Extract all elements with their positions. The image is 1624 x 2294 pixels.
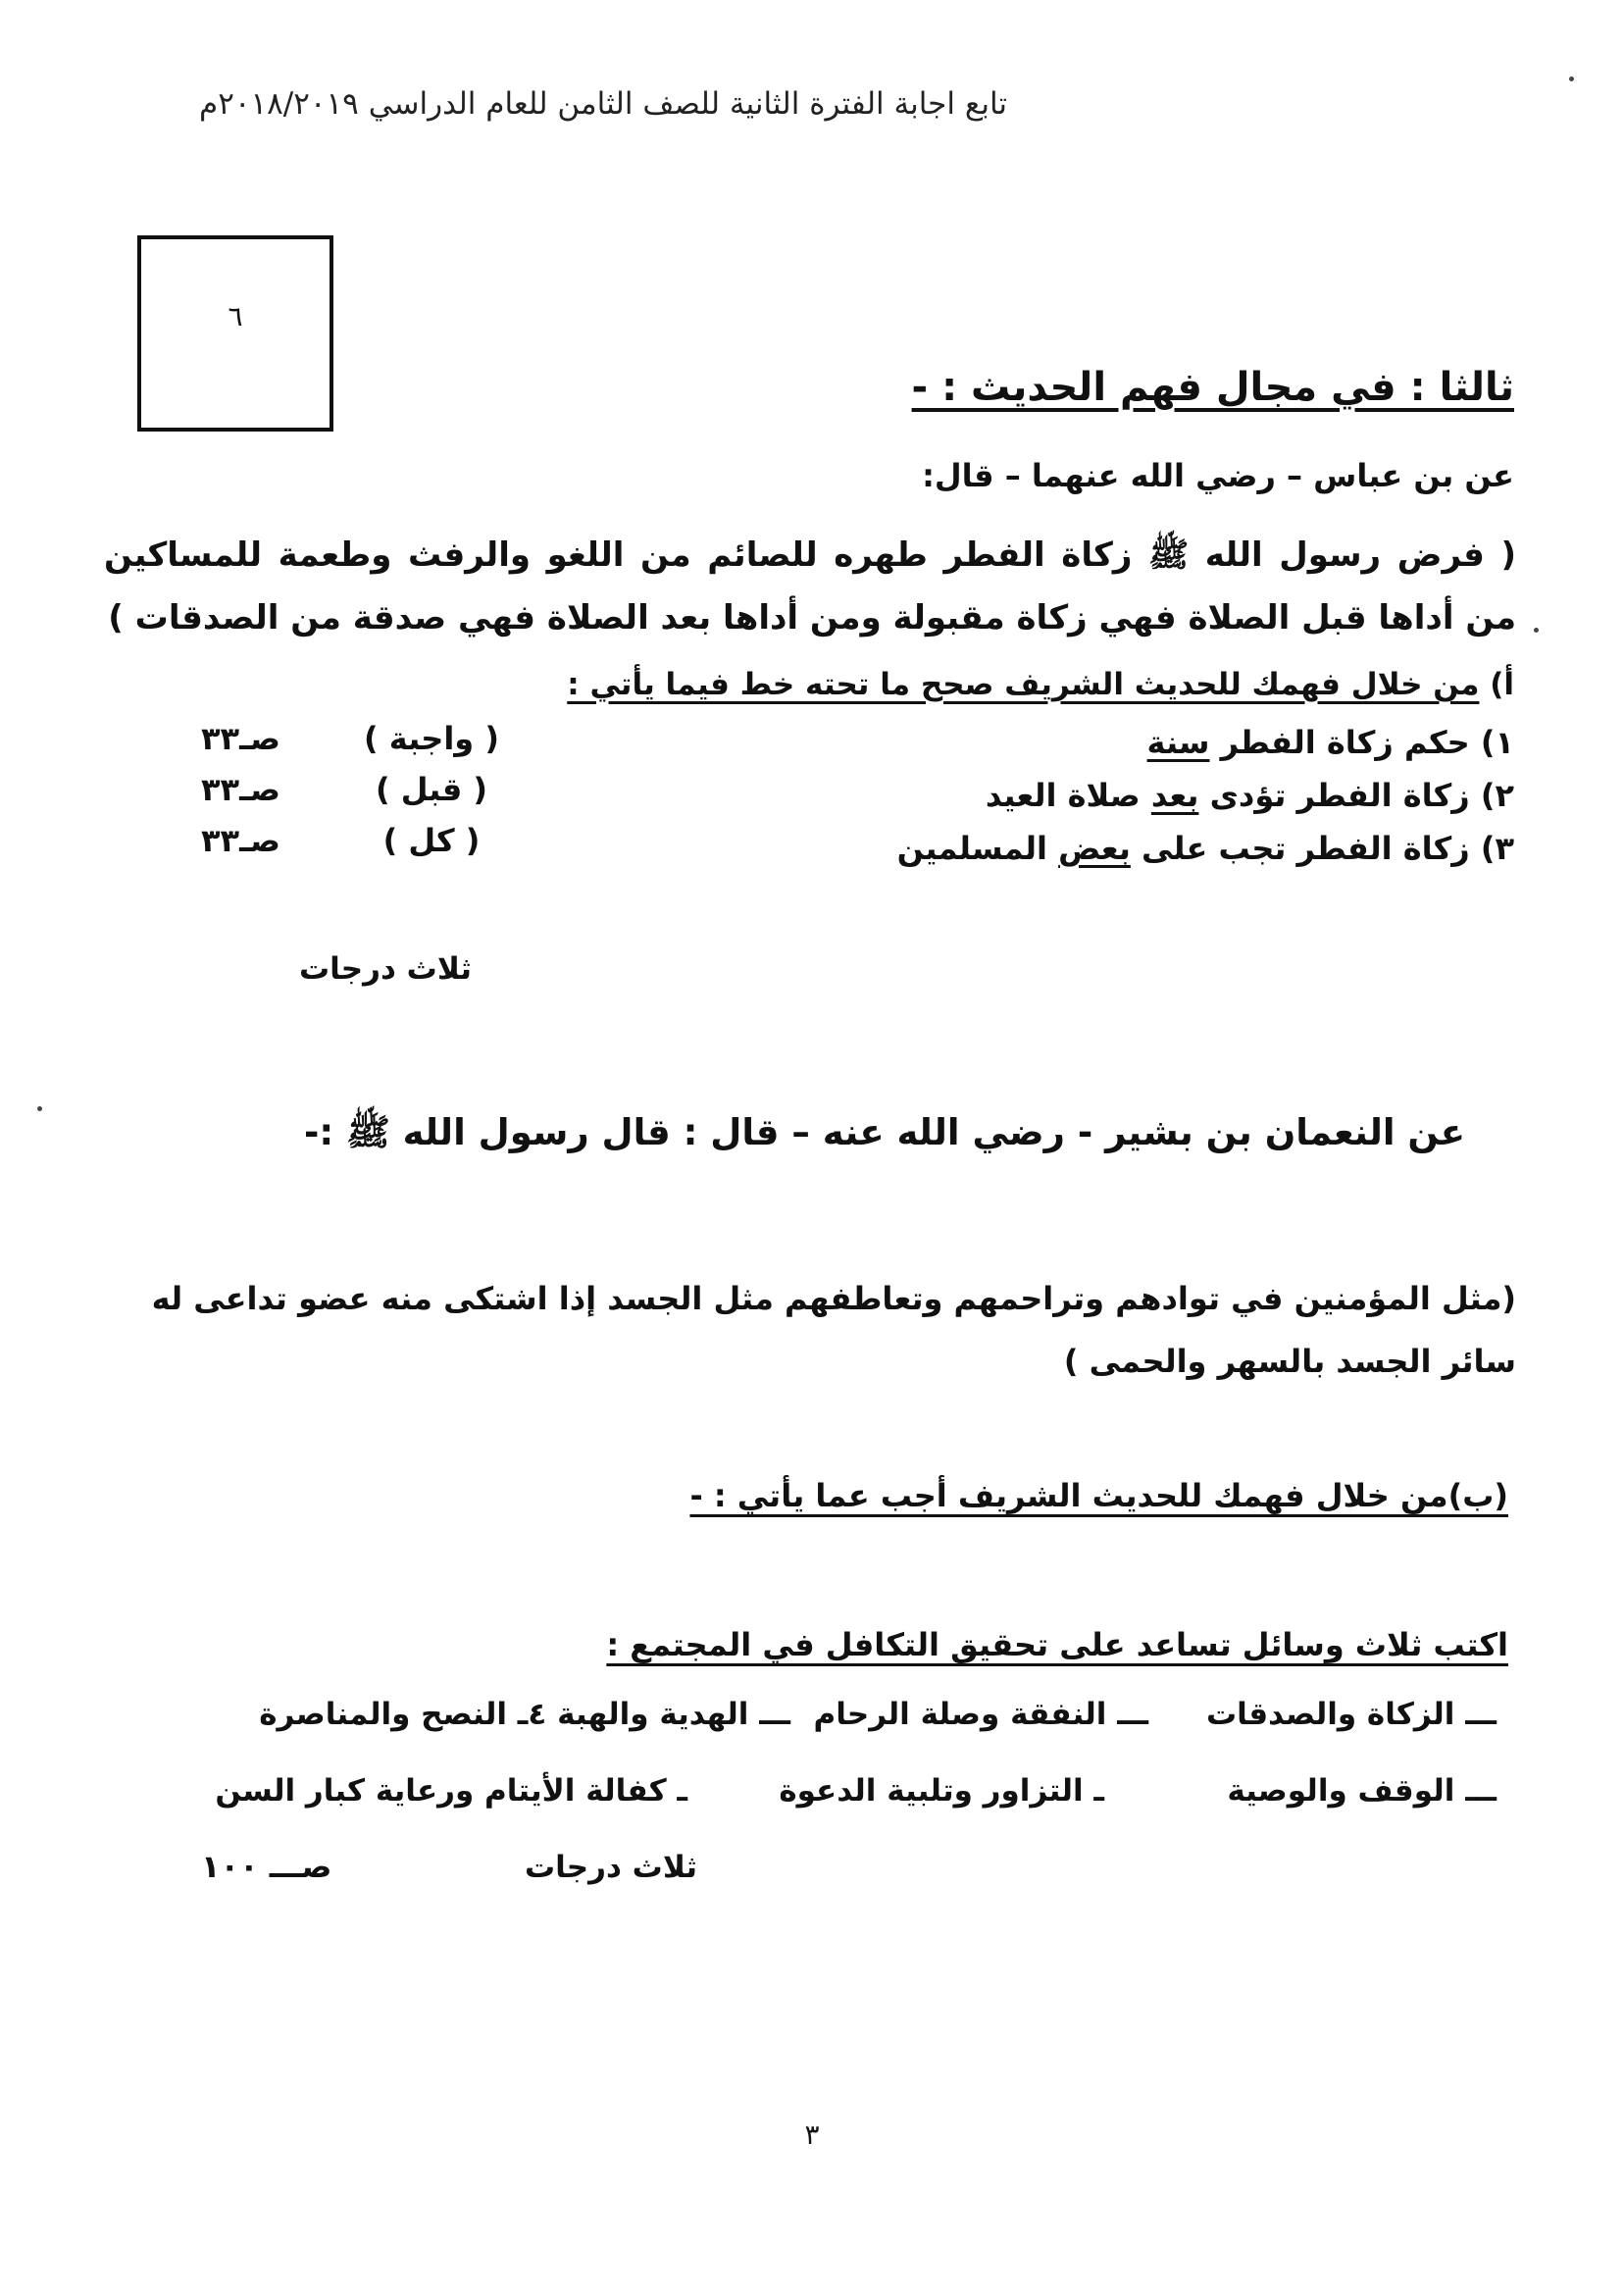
scan-speck: [37, 1106, 42, 1111]
answer-3: ( كل ): [382, 822, 481, 859]
item-underlined-word: بعد: [1150, 777, 1199, 814]
answer-2: ( قبل ): [375, 771, 488, 808]
correction-item-2: [986, 777, 1514, 814]
item-underlined-word: سنة: [1146, 724, 1210, 761]
item-number: ١): [1480, 724, 1514, 761]
answer-1: ( واجبة ): [364, 720, 499, 757]
hadith2-narrator: عن النعمان بن بشير - رضي الله عنه – قال : قال رسول الله ﷺ :-: [304, 1111, 1465, 1153]
score-value: ٦: [228, 300, 243, 332]
item-text-before: حكم زكاة الفطر: [1209, 724, 1470, 761]
hadith1-narrator: عن بن عباس – رضي الله عنهما – قال:: [922, 457, 1514, 494]
means-2-3: ـ كفالة الأيتام ورعاية كبار السن: [215, 1773, 687, 1809]
hadith2-text: (مثل المؤمنين في توادهم وتراحمهم وتعاطفهم مثل الجسد إذا اشتكى منه عضو تداعى له سائر الجسد بالسهر والحمى ): [151, 1280, 1516, 1380]
page-header: تابع اجابة الفترة الثانية للصف الثامن للعام الدراسي ٢٠١٨/٢٠١٩م: [198, 86, 1008, 122]
hadith1-text: ( فرض رسول الله ﷺ زكاة الفطر طهره للصائم من اللغو والرفث وطعمة للمساكين من أداها قبل الصلاة فهي زكاة مقبولة ومن أداها بعد الصلاة فهي صدقة من الصدقات ): [104, 535, 1516, 637]
answer-3-ref: صـ٣٣: [201, 822, 280, 859]
answer-1-ref: صـ٣٣: [201, 720, 280, 757]
part-b-question: اكتب ثلاث وسائل تساعد على تحقيق التكافل في المجتمع :: [606, 1626, 1508, 1663]
part-b-heading: (ب)من خلال فهمك للحديث الشريف أجب عما يأتي : -: [689, 1477, 1508, 1514]
part-b-ref: صـــ ١٠٠: [201, 1848, 332, 1885]
page-number: ٣: [804, 2118, 820, 2151]
scan-speck: [1569, 76, 1574, 81]
part-a-grade: ثلاث درجات: [299, 951, 473, 987]
means-2-1: ـــ الوقف والوصية: [1227, 1773, 1497, 1809]
item-text-after: المسلمين: [896, 830, 1059, 867]
means-1-3: ـــ الهدية والهبة ٤ـ النصح والمناصرة: [259, 1697, 790, 1732]
item-underlined-word: بعض: [1058, 830, 1131, 867]
part-a-heading: [567, 667, 1514, 702]
item-text-before: زكاة الفطر تجب على: [1130, 830, 1470, 867]
correction-item-3: [897, 830, 1514, 867]
means-1-2: ـــ النفقة وصلة الرحام: [813, 1697, 1148, 1732]
score-box: [137, 235, 333, 432]
answer-2-ref: صـ٣٣: [201, 771, 280, 808]
item-text-after: صلاة العيد: [985, 777, 1151, 814]
item-text-before: زكاة الفطر تؤدى: [1198, 777, 1470, 814]
means-1-1: ـــ الزكاة والصدقات: [1206, 1697, 1497, 1732]
means-2-2: ـ التزاور وتلبية الدعوة: [779, 1773, 1104, 1809]
part-b-grade: ثلاث درجات: [525, 1850, 698, 1885]
item-number: ٢): [1480, 777, 1514, 814]
correction-item-1: [1147, 724, 1514, 761]
item-number: ٣): [1480, 830, 1514, 867]
part-a-prefix: أ): [1490, 667, 1514, 702]
section-title: ثالثا : في مجال فهم الحديث : -: [911, 365, 1514, 410]
part-a-heading-text: من خلال فهمك للحديث الشريف صحح ما تحته خط فيما يأتي :: [567, 667, 1480, 702]
scan-speck: [1534, 628, 1539, 633]
